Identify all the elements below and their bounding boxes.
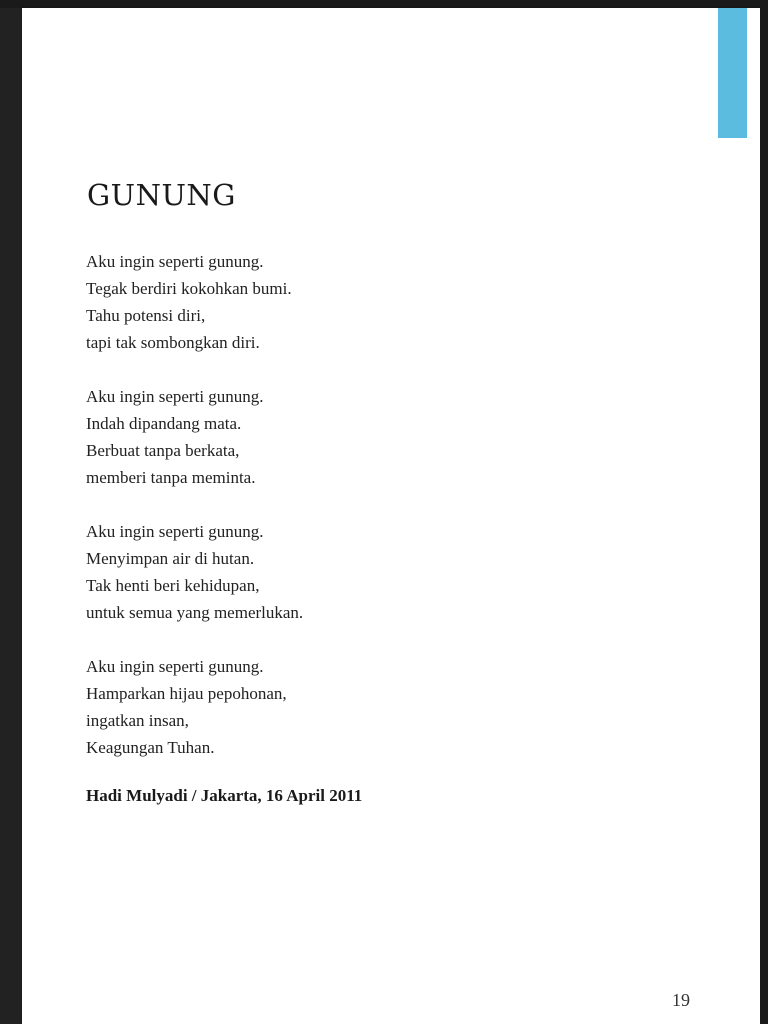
page-number: 19 bbox=[672, 990, 690, 1010]
poem-line: tapi tak sombongkan diri. bbox=[86, 333, 260, 352]
poem-line: Aku ingin seperti gunung. bbox=[86, 252, 264, 271]
poem-line: ingatkan insan, bbox=[86, 711, 189, 730]
poem-line: untuk semua yang memerlukan. bbox=[86, 603, 304, 622]
poem-line: Tegak berdiri kokohkan bumi. bbox=[86, 279, 292, 298]
poem-body bbox=[86, 248, 303, 788]
poem-title: GUNUNG bbox=[87, 178, 236, 212]
stanza-1 bbox=[86, 248, 303, 356]
poem-line: Berbuat tanpa berkata, bbox=[86, 441, 240, 460]
poem-line: Hamparkan hijau pepohonan, bbox=[86, 684, 287, 703]
viewer-top-border bbox=[0, 0, 768, 8]
poem-line: Tahu potensi diri, bbox=[86, 306, 206, 325]
poem-line: Tak henti beri kehidupan, bbox=[86, 576, 260, 595]
viewer-right-border bbox=[760, 0, 768, 1024]
stanza-3 bbox=[86, 518, 303, 626]
poem-line: Aku ingin seperti gunung. bbox=[86, 522, 264, 541]
accent-tab bbox=[718, 8, 747, 138]
document-page[interactable] bbox=[22, 8, 760, 1024]
poem-line: Menyimpan air di hutan. bbox=[86, 549, 255, 568]
stanza-2 bbox=[86, 383, 303, 491]
poem-line: Indah dipandang mata. bbox=[86, 414, 242, 433]
poem-line: memberi tanpa meminta. bbox=[86, 468, 256, 487]
poem-line: Aku ingin seperti gunung. bbox=[86, 657, 264, 676]
stanza-4 bbox=[86, 653, 303, 761]
author-signature: Hadi Mulyadi / Jakarta, 16 April 2011 bbox=[86, 786, 363, 805]
poem-line: Aku ingin seperti gunung. bbox=[86, 387, 264, 406]
poem-line: Keagungan Tuhan. bbox=[86, 738, 215, 757]
